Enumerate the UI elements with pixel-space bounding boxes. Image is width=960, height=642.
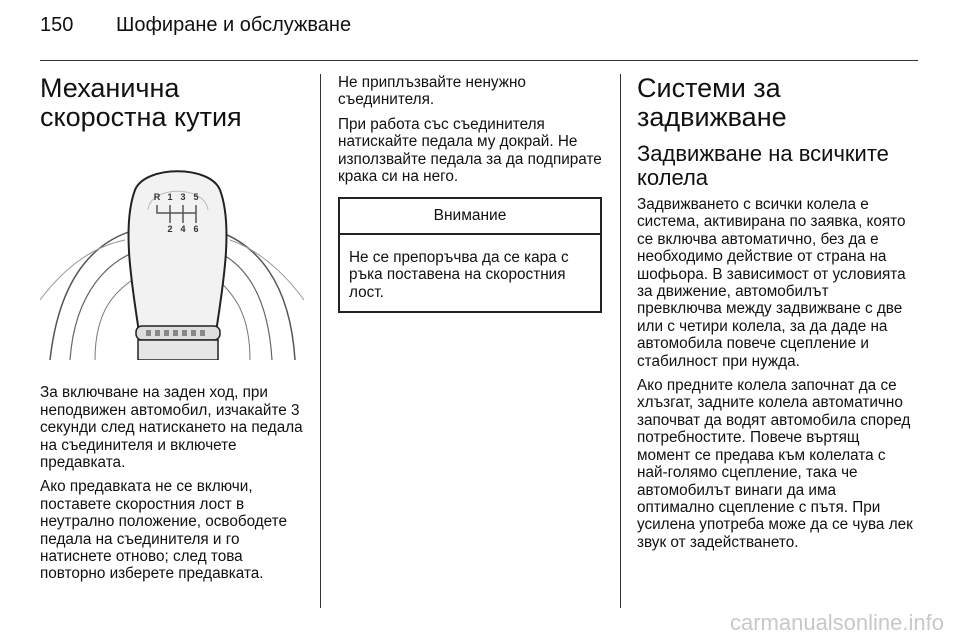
header-rule xyxy=(40,60,918,61)
page-header xyxy=(40,14,351,37)
column-left xyxy=(40,74,306,590)
gear-not-engaged-paragraph: Ако предавката не се включи, поставете скоростния лост в неутрално положение, освободете педала на съединителя и го натиснете отново; след това повторно изберете предавката. xyxy=(40,478,288,583)
column-middle xyxy=(338,74,602,313)
column-divider xyxy=(320,74,321,608)
gear-label-1: 1 xyxy=(167,192,173,202)
caution-box xyxy=(338,197,602,313)
awd-description-paragraph: Задвижването с всички колела е система, активирана по заявка, която се включва автоматично, без да е необходимо действие от страна на шофьора. В зависимост от условията за движение, автомобилът превключва между задвижване с две или с четири колела, за да даде на автомобила повече сцепление и стабилност при нужда. xyxy=(637,196,906,370)
gear-label-3: 3 xyxy=(180,192,186,202)
column-right xyxy=(637,74,913,558)
watermark: carmanualsonline.info xyxy=(729,610,944,635)
manual-gearbox-heading: Механична скоростна кутия xyxy=(40,73,242,132)
drive-systems-heading: Системи за задвижване xyxy=(637,73,787,132)
awd-subheading: Задвижване на всичките колела xyxy=(637,141,889,190)
awd-slip-paragraph: Ако предните колела започнат да се хлъзгат, задните колела автоматично започват да водят автомобила според потребностите. Повече въртящ момент се предава към колелата с най-голямо сцепление, така че автомобилът винаги да има оптимално сцепление с пътя. При усилена употреба може да се чува лек звук от задействането. xyxy=(637,377,913,551)
gear-label-4: 4 xyxy=(180,224,186,234)
reverse-gear-paragraph: За включване на заден ход, при неподвижен автомобил, изчакайте 3 секунди след натискането на педала на съединителя и включете предавката. xyxy=(40,384,303,472)
caution-title: Внимание xyxy=(340,199,600,234)
gear-knob-figure xyxy=(40,150,304,360)
clutch-slip-paragraph: Не приплъзвайте ненужно съединителя. xyxy=(338,74,526,109)
page-number: 150 xyxy=(40,14,74,36)
gear-label-r: R xyxy=(153,192,161,202)
clutch-use-paragraph: При работа със съединителя натискайте педала му докрай. Не използвайте педала за да подпирате крака си на него. xyxy=(338,115,602,186)
gear-label-6: 6 xyxy=(193,224,199,234)
gear-label-2: 2 xyxy=(167,224,173,234)
gear-label-5: 5 xyxy=(193,192,199,202)
column-divider xyxy=(620,74,621,608)
caution-text: Не се препоръчва да се кара с ръка поставена на скоростния лост. xyxy=(349,248,569,301)
section-title: Шофиране и обслужване xyxy=(116,14,352,36)
